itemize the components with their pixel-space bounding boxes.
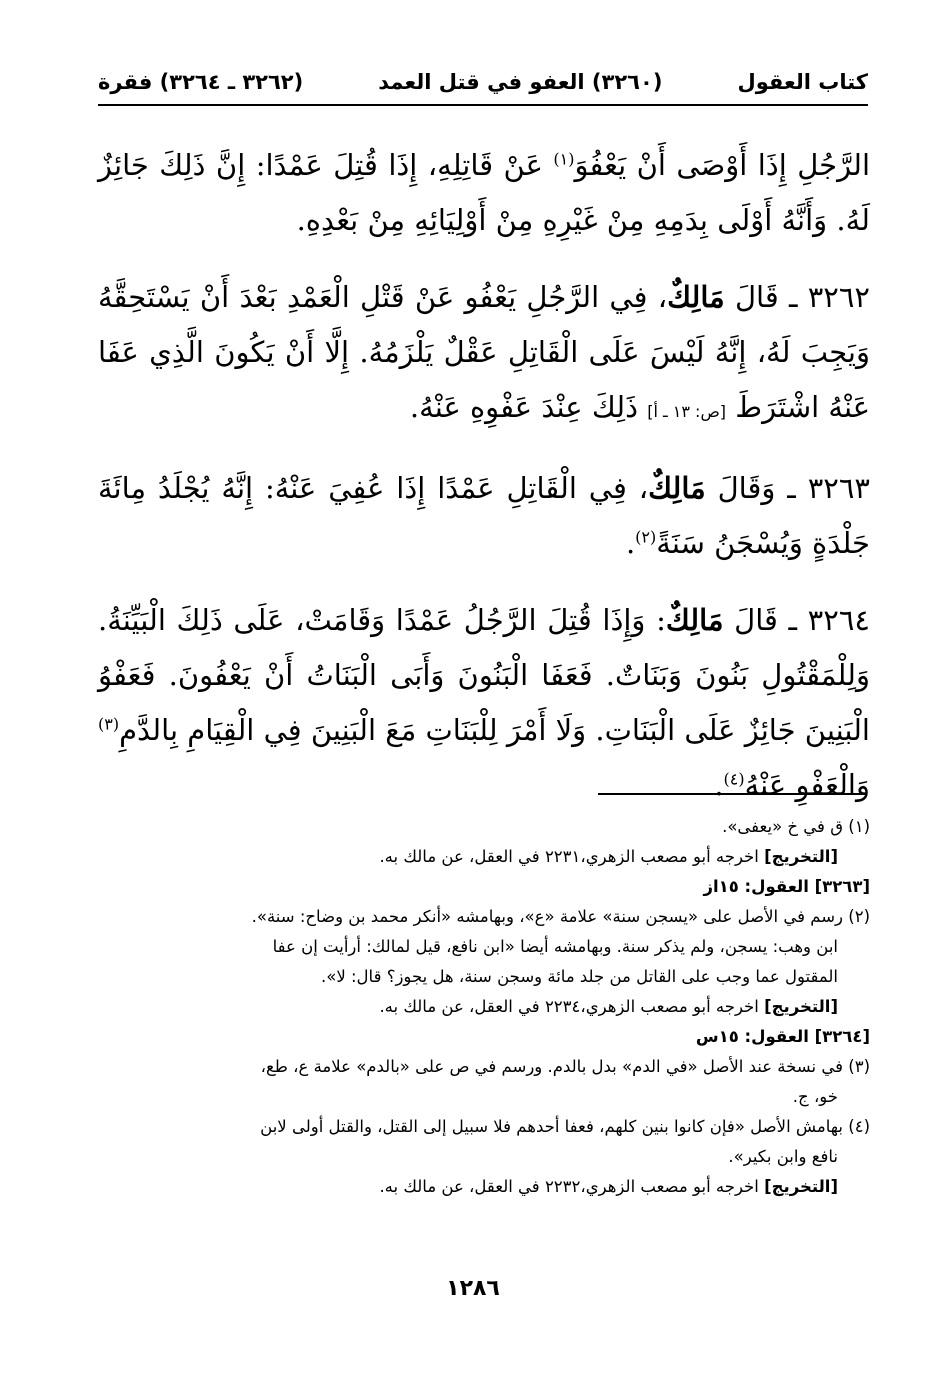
paragraph-number: ٣٢٦٢ ـ — [778, 280, 870, 314]
speaker-name: مَالِكٌ — [665, 603, 724, 637]
paragraph-range: (٣٢٦٢ ـ ٣٢٦٤) فقرة — [98, 70, 304, 94]
footnote-4: (٤) بهامش الأصل «فإن كانوا بنين كلهم، فعفا أحدهم فلا سبيل إلى القتل، والقتل أولى لابن — [260, 1117, 870, 1136]
footnote-3-cont: خو، ج. — [792, 1087, 838, 1106]
page-number: ١٢٨٦ — [446, 1276, 500, 1301]
paragraph-3262: ٣٢٦٢ ـ قَالَ مَالِكٌ، فِي الرَّجُلِ يَعْفُو عَنْ قَتْلِ الْعَمْدِ بَعْدَ أَنْ يَسْتَحِقَّهُ وَيَجِبَ لَهُ، إِنَّهُ لَيْسَ عَلَى الْقَاتِلِ عَقْلٌ يَلْزَمُهُ. إِلَّا أَنْ يَكُونَ الَّذِي عَفَا عَنْهُ اشْتَرَطَ [ص: ١٣ ـ أ] ذَلِكَ عِنْدَ عَفْوِهِ عَنْهُ. — [98, 280, 870, 424]
footnote-marker: (٣) — [98, 714, 120, 734]
source-reference-3264: [٣٢٦٤] العقول: ١٥س — [695, 1027, 870, 1046]
book-title: كتاب العقول — [737, 70, 868, 94]
header-rule — [98, 104, 868, 106]
footnote-4-cont: نافع وابن بكير». — [728, 1147, 838, 1166]
takhrij-note: [التخريج] اخرجه أبو مصعب الزهري،٢٢٣٢ في العقل، عن مالك به. — [379, 1177, 838, 1196]
footnote-marker: (٢) — [635, 527, 657, 547]
paragraph-3263: ٣٢٦٣ ـ وَقَالَ مَالِكٌ، فِي الْقَاتِلِ عَمْدًا إِذَا عُفِيَ عَنْهُ: إِنَّهُ يُجْلَدُ مِائَةَ جَلْدَةٍ وَيُسْجَنُ سَنَةً$^{(٢)}$. — [98, 471, 870, 560]
running-header — [98, 62, 868, 102]
main-text — [98, 138, 870, 835]
paragraph-3264: ٣٢٦٤ ـ قَالَ مَالِكٌ: وَإِذَا قُتِلَ الرَّجُلُ عَمْدًا وَقَامَتْ، عَلَى ذَلِكَ الْبَيِّنَةُ. وَلِلْمَقْتُولِ بَنُونَ وَبَنَاتٌ. فَعَفَا الْبَنُونَ وَأَبَى الْبَنَاتُ أَنْ يَعْفُونَ. فَعَفْوُ الْبَنِينَ جَائِزٌ عَلَى الْبَنَاتِ. وَلَا أَمْرَ لِلْبَنَاتِ مَعَ الْبَنِينَ فِي الْقِيَامِ بِالدَّمِ$^{(٣)}$ وَالْعَفْوِ عَنْهُ$^{(٤)}$. — [98, 603, 870, 802]
footnote-1: (١) ق في خ «يعفى». — [722, 817, 870, 836]
footnote-marker: (٤) — [723, 769, 745, 789]
speaker-name: مَالِكٌ — [667, 280, 725, 314]
paragraph-continuation: الرَّجُلِ إِذَا أَوْصَى أَنْ يَعْفُوَ$^{(١)}$ عَنْ قَاتِلِهِ، إِذَا قُتِلَ عَمْدًا: إِنَّ ذَلِكَ جَائِزٌ لَهُ. وَأَنَّهُ أَوْلَى بِدَمِهِ مِنْ غَيْرِهِ مِنْ أَوْلِيَائِهِ مِنْ بَعْدِهِ. — [98, 148, 871, 237]
section-title: (٣٢٦٠) العفو في قتل العمد — [378, 70, 663, 94]
source-reference-3263: [٣٢٦٣] العقول: ١٥از — [703, 877, 870, 896]
speaker-name: مَالِكٌ — [648, 471, 706, 505]
footnote-2: (٢) رسم في الأصل على «يسجن سنة» علامة «ع»، وبهامشه «أنكر محمد بن وضاح: سنة». — [251, 907, 870, 926]
takhrij-note: [التخريج] اخرجه أبو مصعب الزهري،٢٢٣١ في العقل، عن مالك به. — [379, 847, 838, 866]
footnote-3: (٣) في نسخة عند الأصل «في الدم» بدل بالدم. ورسم في ص على «بالدم» علامة ع، طع، — [260, 1057, 870, 1076]
paragraph-number: ٣٢٦٣ ـ — [775, 471, 870, 505]
paragraph-number: ٣٢٦٤ ـ — [777, 603, 870, 637]
footnotes — [98, 812, 870, 1202]
page-marker: [ص: ١٣ ـ أ] — [647, 402, 727, 421]
footnote-separator — [598, 793, 862, 795]
footnote-marker: (١) — [553, 149, 575, 169]
footnote-2-cont: ابن وهب: يسجن، ولم يذكر سنة. وبهامشه أيضا «ابن نافع، قيل لمالك: أرأيت إن عفا — [272, 937, 838, 956]
footnote-2-cont: المقتول عما وجب على القاتل من جلد مائة وسجن سنة، هل يجوز؟ قال: لا». — [321, 967, 838, 986]
takhrij-note: [التخريج] اخرجه أبو مصعب الزهري،٢٢٣٤ في العقل، عن مالك به. — [379, 997, 838, 1016]
